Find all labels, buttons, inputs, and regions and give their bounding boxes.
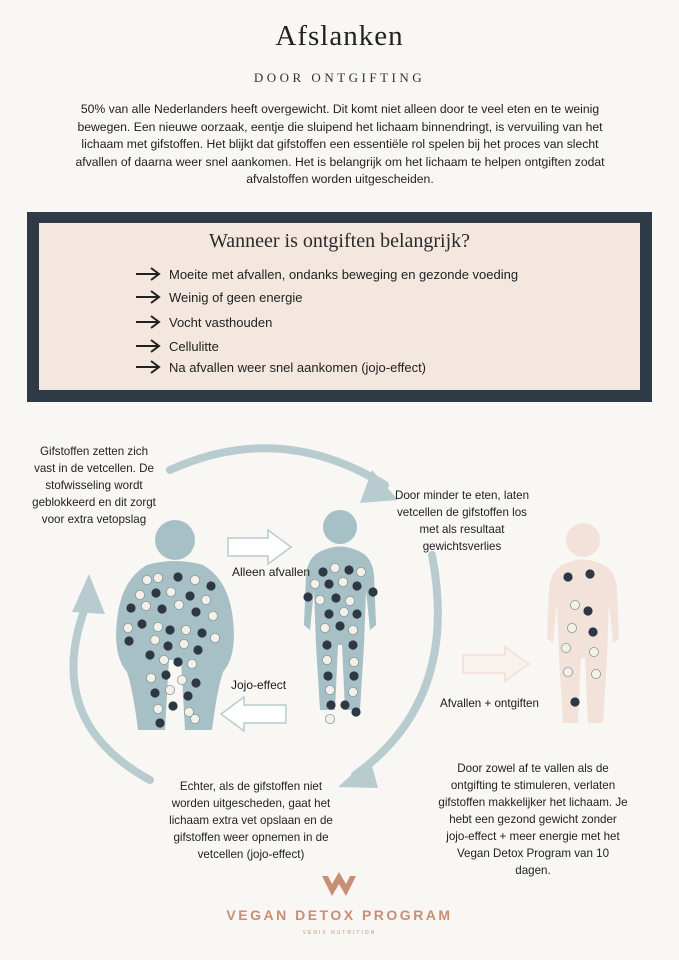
toxin-dot xyxy=(126,603,135,612)
list-item xyxy=(135,357,426,377)
fat-cell-dot xyxy=(146,673,155,682)
toxin-dot xyxy=(352,581,361,590)
fat-cell-dot xyxy=(187,659,196,668)
fat-cell-dot xyxy=(177,675,186,684)
toxin-dot xyxy=(570,697,579,706)
brand-logo-icon xyxy=(320,872,358,900)
toxin-dot xyxy=(124,636,133,645)
fat-cell-dot xyxy=(174,600,183,609)
brand-tagline: VENIX NUTRITION xyxy=(302,930,377,936)
toxin-dot xyxy=(163,641,172,650)
diagram-text-toxins: Gifstoffen zetten zich vast in de vetcellen. De stofwisseling wordt geblokkeerd en dit zorgt voor extra vetopslag xyxy=(32,445,156,526)
fat-cell-dot xyxy=(338,577,347,586)
list-item-label: Moeite met afvallen, ondanks beweging en gezonde voeding xyxy=(169,266,519,282)
fat-cell-dot xyxy=(348,625,357,634)
fat-cell-dot xyxy=(320,623,329,632)
fat-cell-dot xyxy=(150,635,159,644)
fat-cell-dot xyxy=(165,685,174,694)
fat-cell-dot xyxy=(325,685,334,694)
list-item xyxy=(135,336,219,356)
arrow-right-icon xyxy=(135,290,161,304)
toxin-dot xyxy=(303,592,312,601)
list-item-label: Vocht vasthouden xyxy=(169,314,273,330)
toxin-dot xyxy=(340,700,349,709)
figure-overweight xyxy=(116,520,234,730)
toxin-dot xyxy=(344,565,353,574)
toxin-dot xyxy=(585,569,594,578)
toxin-dot xyxy=(150,688,159,697)
brand-name: VEGAN DETOX PROGRAM xyxy=(226,907,453,923)
fat-cell-dot xyxy=(567,623,576,632)
fat-cell-dot xyxy=(153,704,162,713)
figure-detoxed xyxy=(547,523,619,723)
toxin-dot xyxy=(165,625,174,634)
page-title: Afslanken xyxy=(275,20,404,52)
fat-cell-dot xyxy=(589,647,598,656)
fat-cell-dot xyxy=(153,573,162,582)
fat-cell-dot xyxy=(325,714,334,723)
list-item xyxy=(135,312,272,332)
toxin-dot xyxy=(349,671,358,680)
toxin-dot xyxy=(193,645,202,654)
arrow-label-afvallen-ontgiften: Afvallen + ontgiften xyxy=(440,697,539,710)
arrow-right-icon xyxy=(135,339,161,353)
fat-cell-dot xyxy=(208,611,217,620)
toxin-dot xyxy=(206,581,215,590)
diagram-text-eat-less: Door minder te eten, laten vetcellen de gifstoffen los met als resultaat gewichtsverlies xyxy=(394,489,530,553)
fat-cell-dot xyxy=(190,714,199,723)
list-item-label: Cellulitte xyxy=(169,338,219,354)
toxin-dot xyxy=(197,628,206,637)
toxin-dot xyxy=(352,609,361,618)
fat-cell-dot xyxy=(179,639,188,648)
fat-cell-dot xyxy=(561,643,570,652)
fat-cell-dot xyxy=(190,575,199,584)
fat-cell-dot xyxy=(141,601,150,610)
fat-cell-dot xyxy=(322,655,331,664)
list-item-label: Weinig of geen energie xyxy=(169,289,303,305)
fat-cell-dot xyxy=(159,655,168,664)
arrow-right-icon xyxy=(135,315,161,329)
fat-cell-dot xyxy=(356,567,365,576)
toxin-dot xyxy=(191,678,200,687)
toxin-dot xyxy=(137,619,146,628)
fat-cell-dot xyxy=(348,687,357,696)
fat-cell-dot xyxy=(201,595,210,604)
toxin-dot xyxy=(191,607,200,616)
toxin-dot xyxy=(151,588,160,597)
toxin-dot xyxy=(324,609,333,618)
arrow-label-alleen-afvallen: Alleen afvallen xyxy=(232,565,311,579)
toxin-dot xyxy=(323,671,332,680)
toxin-dot xyxy=(322,640,331,649)
toxin-dot xyxy=(318,567,327,576)
fat-cell-dot xyxy=(345,596,354,605)
toxin-dot xyxy=(335,621,344,630)
toxin-dot xyxy=(168,701,177,710)
toxin-dot xyxy=(368,587,377,596)
fat-cell-dot xyxy=(591,669,600,678)
toxin-dot xyxy=(331,593,340,602)
toxin-dot xyxy=(588,627,597,636)
arrow-right-icon xyxy=(135,267,161,281)
page-subtitle: DOOR ONTGIFTING xyxy=(253,70,426,85)
toxin-dot xyxy=(583,606,592,615)
toxin-dot xyxy=(157,604,166,613)
fat-cell-dot xyxy=(563,667,572,676)
toxin-dot xyxy=(324,579,333,588)
info-box-title: Wanneer is ontgiften belangrijk? xyxy=(208,230,471,252)
fat-cell-dot xyxy=(166,587,175,596)
toxin-dot xyxy=(185,591,194,600)
fat-cell-dot xyxy=(135,590,144,599)
fat-cell-dot xyxy=(142,575,151,584)
toxin-dot xyxy=(173,657,182,666)
diagram-text-result: Door zowel af te vallen als de ontgifting te stimuleren, verlaten gifstoffen makkelijker het lichaam. Je hebt een gezond gewicht zonder jojo-effect + meer energie met het Vegan Detox Program van 10 dagen. xyxy=(438,762,628,877)
diagram-text-jojo: Echter, als de gifstoffen niet worden uitgescheden, gaat het lichaam extra vet opslaan en de gifstoffen weer opnemen in de vetcellen (jojo-effect) xyxy=(169,780,333,861)
toxin-dot xyxy=(326,700,335,709)
list-item-label: Na afvallen weer snel aankomen (jojo-effect) xyxy=(169,359,427,375)
fat-cell-dot xyxy=(330,563,339,572)
fat-cell-dot xyxy=(315,595,324,604)
toxin-dot xyxy=(155,718,164,727)
toxin-dot xyxy=(161,670,170,679)
list-item xyxy=(135,287,302,307)
fat-cell-dot xyxy=(310,579,319,588)
toxin-dot xyxy=(563,572,572,581)
arrow-jojo-icon xyxy=(221,697,286,731)
fat-cell-dot xyxy=(181,625,190,634)
toxin-dot xyxy=(145,650,154,659)
toxin-dot xyxy=(173,572,182,581)
arrow-ontgiften-icon xyxy=(463,647,529,681)
fat-cell-dot xyxy=(123,623,132,632)
fat-cell-dot xyxy=(570,600,579,609)
list-item xyxy=(135,264,518,284)
toxin-dot xyxy=(348,640,357,649)
fat-cell-dot xyxy=(153,622,162,631)
fat-cell-dot xyxy=(210,633,219,642)
arrow-right-icon xyxy=(135,360,161,374)
fat-cell-dot xyxy=(349,657,358,666)
toxin-dot xyxy=(183,691,192,700)
arrow-alleen-icon xyxy=(228,530,291,564)
arrow-label-jojo-effect: Jojo-effect xyxy=(231,678,287,692)
toxin-dot xyxy=(351,707,360,716)
fat-cell-dot xyxy=(339,607,348,616)
intro-paragraph: 50% van alle Nederlanders heeft overgewicht. Dit komt niet alleen door te veel eten en te weinig bewegen. Een nieuwe oorzaak, eentje die sluipend het lichaam binnendringt, is vervuiling van het lichaam met gifstoffen. Het blijkt dat gifstoffen een essentiële rol spelen bij het proces van slecht afvallen of daarna weer snel aankomen. Het is belangrijk om het lichaam te helpen ontgiften zodat afvalstoffen worden uitgescheiden. xyxy=(75,102,605,187)
